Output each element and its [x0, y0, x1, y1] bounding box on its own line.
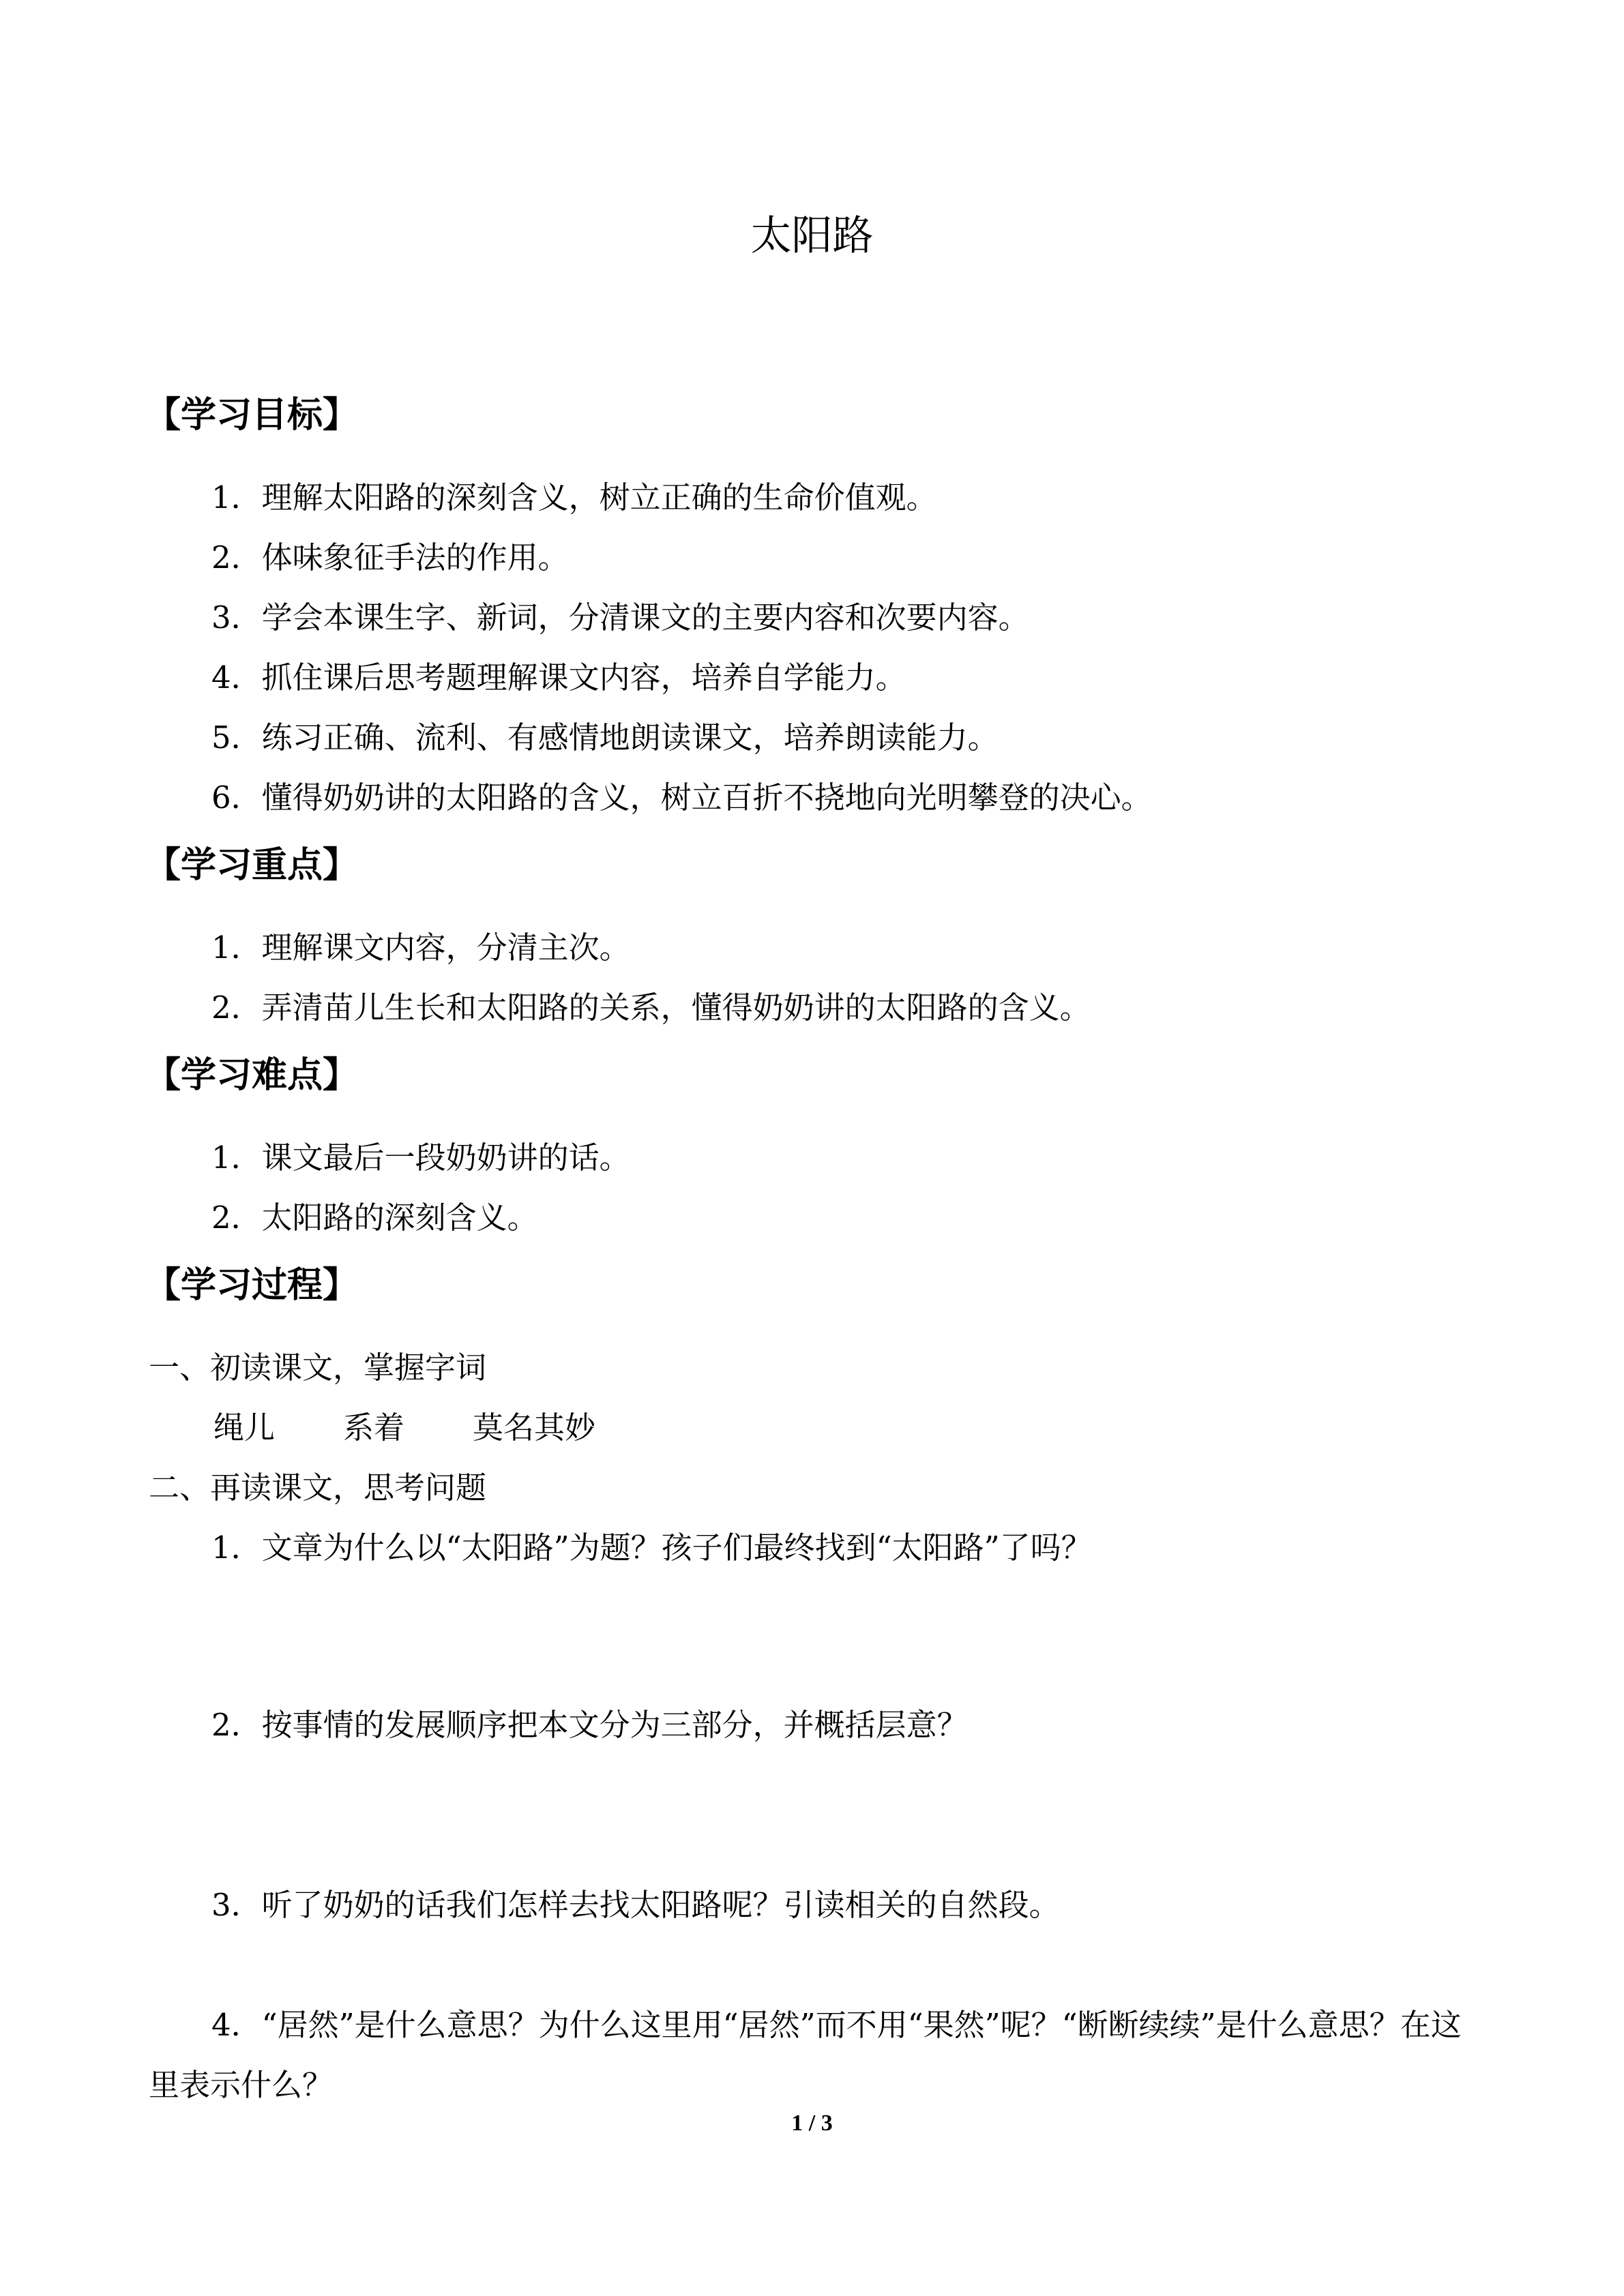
vocab-list: [213, 1407, 595, 1448]
process-heading: 【学习过程】: [145, 1265, 359, 1306]
page-title: 太阳路: [750, 212, 874, 260]
question-item: 2．按事情的发展顺序把本文分为三部分，并概括层意？: [211, 1707, 968, 1743]
process-step-2: 二、再读课文，思考问题: [149, 1470, 487, 1506]
difficulty-item: 2．太阳路的深刻含义。: [211, 1199, 538, 1236]
key-points-heading: 【学习重点】: [145, 845, 359, 886]
key-point-item: 2．弄清苗儿生长和太阳路的关系，懂得奶奶讲的太阳路的含义。: [211, 989, 1091, 1026]
objective-item: 6．懂得奶奶讲的太阳路的含义，树立百折不挠地向光明攀登的决心。: [211, 779, 1152, 816]
question-item: 4．“居然”是什么意思？为什么这里用“居然”而不用“果然”呢？“断断续续”是什么意思？在这里表示什么？: [149, 2007, 1462, 2103]
objective-item: 1．理解太阳路的深刻含义，树立正确的生命价值观。: [211, 479, 937, 516]
objectives-heading: 【学习目标】: [145, 395, 359, 436]
process-step-1: 一、初读课文，掌握字词: [149, 1350, 487, 1386]
objective-item: 4．抓住课后思考题理解课文内容，培养自学能力。: [211, 659, 906, 696]
objective-item: 5．练习正确、流利、有感情地朗读课文，培养朗读能力。: [211, 719, 999, 756]
vocab-word: 系着: [343, 1410, 405, 1446]
difficulties-heading: 【学习难点】: [145, 1055, 359, 1096]
objective-item: 2．体味象征手法的作用。: [211, 539, 569, 576]
vocab-word: 绳儿: [213, 1410, 276, 1446]
difficulty-item: 1．课文最后一段奶奶讲的话。: [211, 1139, 630, 1176]
key-point-item: 1．理解课文内容，分清主次。: [211, 929, 630, 966]
question-item: 3．听了奶奶的话我们怎样去找太阳路呢？引读相关的自然段。: [211, 1887, 1060, 1923]
vocab-word: 莫名其妙: [473, 1410, 596, 1446]
question-item: 1．文章为什么以“太阳路”为题？孩子们最终找到“太阳路”了吗？: [211, 1530, 1092, 1566]
page-number: 1 / 3: [791, 2111, 833, 2136]
objective-item: 3．学会本课生字、新词，分清课文的主要内容和次要内容。: [211, 599, 1029, 636]
